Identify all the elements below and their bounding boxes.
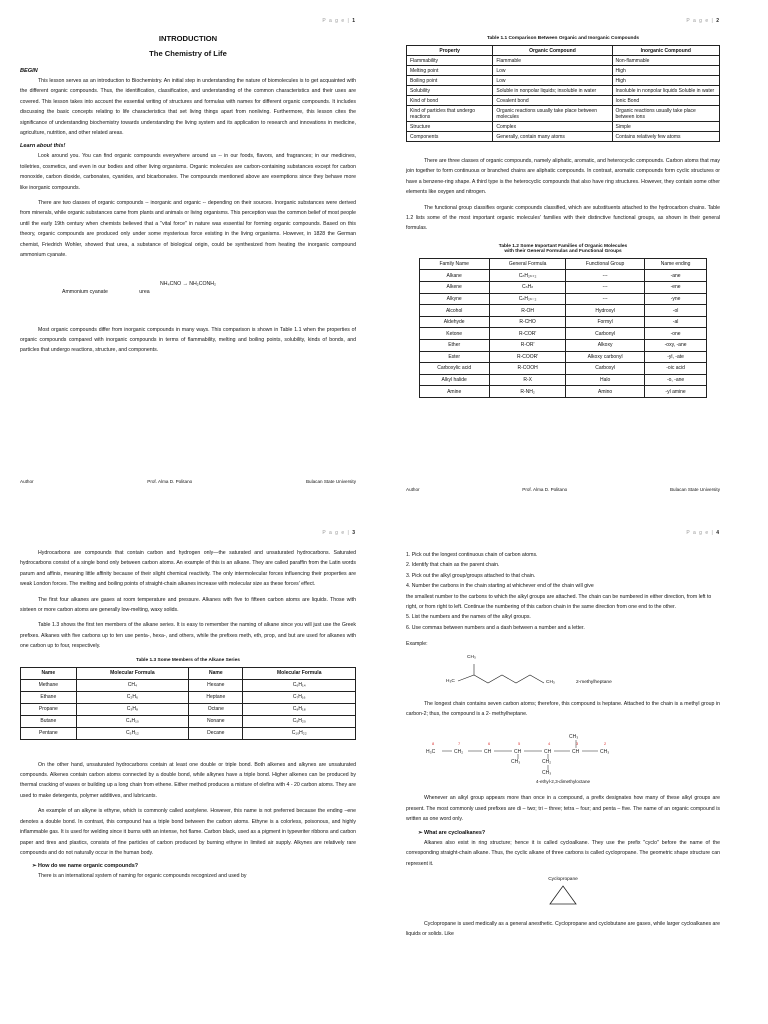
- table-cell: R-X: [489, 374, 566, 386]
- table-cell: -one: [644, 328, 707, 340]
- table-header: Property: [407, 46, 493, 56]
- table-cell: Alkyne: [419, 293, 489, 305]
- table-cell: Alcohol: [419, 305, 489, 317]
- table-row: [21, 703, 356, 715]
- table-row: [419, 386, 707, 398]
- table-cell: CH₄: [76, 679, 188, 691]
- table-cell: Flammable: [493, 56, 612, 66]
- table-cell: Ethane: [21, 691, 77, 703]
- table-cell: Amine: [419, 386, 489, 398]
- table-cell: C₁₀H₂₂: [243, 727, 356, 739]
- table-cell: Methane: [21, 679, 77, 691]
- table-cell: Alkene: [419, 282, 489, 294]
- table-row: [419, 328, 707, 340]
- table-cell: Components: [407, 132, 493, 142]
- page-1: [0, 0, 384, 512]
- table-cell: Carboxylic acid: [419, 363, 489, 375]
- table-cell: Ionic Bond: [612, 96, 720, 106]
- table-cell: Amino: [566, 386, 644, 398]
- table-cell: CₙH₂ₙ₋₂: [489, 293, 566, 305]
- table-cell: Carboxyl: [566, 363, 644, 375]
- table-header: Name ending: [644, 258, 707, 270]
- table-cell: Ether: [419, 340, 489, 352]
- table-header: Molecular Formula: [243, 667, 356, 679]
- table-cell: -ane: [644, 270, 707, 282]
- footer-name: Prof. Alma D. Politano: [147, 479, 193, 484]
- svg-text:4: 4: [548, 741, 551, 747]
- svg-text:H₃C: H₃C: [426, 749, 436, 756]
- paragraph: An example of an alkyne is ethyne, which is commonly called acetylene. However, this name is not preferred because the ending –ene denotes a double bond. In contrast, this compound has a triple bond between the carbon atoms. Ethyne is a colorless, poisonous, and highly inflammable gas. It is used for welding since it burns with an intense, hot flame. Carbon black, used as a pigment in typewriter ribbons and carbon paper and tires and plastics, consists of fine particles of carbon produced by burning ethyne in limited air supply. Alkynes are relatively rare compounds and do not naturally occur in the human body.: [20, 808, 356, 856]
- page-footer: [406, 487, 720, 492]
- table-cell: Heptane: [189, 691, 243, 703]
- table-cell: C₂H₆: [76, 691, 188, 703]
- table-cell: Alkane: [419, 270, 489, 282]
- list-item: 1. Pick out the longest continuous chain of carbon atoms.: [406, 552, 538, 558]
- table-cell: Decane: [189, 727, 243, 739]
- paragraph: On the other hand, unsaturated hydrocarbons contain at least one double or triple bond. Both alkenes and alkynes are unsaturated compounds. Alkenes contain carbon atoms connected by a double bond, while alkynes have a triple bond. Higher alkenes can be produced by thermal cracking of waxes or building up a long chain from ethene. Either method produces a mixture of olefins with 4 - 20 carbon atoms. They are used to make detergents, polymer additives, and lubricants.: [20, 761, 356, 799]
- page-number: P a g e | 4: [686, 530, 720, 536]
- table-cell: Low: [493, 66, 612, 76]
- table-cell: High: [612, 76, 720, 86]
- table-cell: C₆H₁₄: [243, 679, 356, 691]
- svg-text:3: 3: [576, 741, 579, 747]
- list-item: the smallest number to the carbons to which the alkyl groups are attached. The chain can be numbered in either direction, from left to right, or from right to left. Continue the numbering of this carbon chain in the same direction from one end to the other.: [406, 593, 712, 611]
- paragraph: The longest chain contains seven carbon atoms; therefore, this compound is heptane. Attached to the chain is a methyl group in carbon-2; thus, the compound is a 2- methylheptane.: [406, 700, 720, 718]
- paragraph: Table 1.3 shows the first ten members of the alkane series. It is easy to remember the naming of alkane since you will just use the Greek prefixes. Alkanes with five carbons up to ten use penta-, hexa-, and others, while the prefixes meth, eth, prop, and but are used for alkanes with one carbon up to four, respectively.: [20, 622, 356, 650]
- table-cell: -yne: [644, 293, 707, 305]
- paragraph: Look around you. You can find organic compounds everywhere around us -- in our foods, flavors, and fragrances; in our medicines, toiletries, cosmetics, and even in our bodies and other living organisms. Organic molecules are carbon-containing substances except for carbon monoxide, carbon dioxide, carbonates, cyanides, and bicarbonates. The compounds mentioned above are exemptions since they behave more like inorganic compounds.: [20, 153, 356, 191]
- svg-text:6: 6: [488, 741, 491, 747]
- structure-2-methylheptane: [406, 655, 720, 695]
- list-item: 2. Identify that chain as the parent chain.: [406, 562, 500, 569]
- table-cell: Simple: [612, 122, 720, 132]
- table-header: Functional Group: [566, 258, 644, 270]
- svg-text:CH: CH: [572, 749, 580, 756]
- table-row: [407, 96, 720, 106]
- table-cell: C₃H₈: [76, 703, 188, 715]
- paragraph: Alkanes also exist in ring structure; hence it is called cycloalkane. They use the prefix "cyclo" before the name of the corresponding straight-chain alkane. Thus, the cyclic alkane of three carbons is called cyclopropane. The geometric shape structure can represent it.: [406, 839, 720, 867]
- chemical-equation: NH₄CNO → NH₂CONH₂: [159, 280, 216, 287]
- table-row: [419, 293, 707, 305]
- paragraph: There is an international system of naming for organic compounds recognized and used by: [38, 873, 247, 880]
- table-header: General Formula: [489, 258, 566, 270]
- table-header: Organic Compound: [493, 46, 612, 56]
- table-cell: -oic acid: [644, 363, 707, 375]
- table-row: [21, 727, 356, 739]
- comparison-table: [406, 45, 720, 142]
- page-footer: [20, 479, 356, 484]
- question-heading: ➢ How do we name organic compounds?: [32, 863, 139, 870]
- table-cell: Insoluble in nonpolar liquids Soluble in water: [612, 86, 720, 96]
- table-cell: Non-flammable: [612, 56, 720, 66]
- table-cell: Contains relatively few atoms: [612, 132, 720, 142]
- equation-right-label: urea: [139, 288, 150, 295]
- table-cell: R-COR': [489, 328, 566, 340]
- list-item: 3. Pick out the alkyl group/groups attached to that chain.: [406, 572, 536, 579]
- table-cell: Hexane: [189, 679, 243, 691]
- table-cell: ---: [566, 293, 644, 305]
- paragraph: There are three classes of organic compounds, namely aliphatic, aromatic, and heterocyclic compounds. Carbon atoms that may join together to form continuous or branched chains are aliphatic compounds. In contrast, aromatic compounds form cyclic structures or have a benzene-ring shape. A third type is the heterocyclic compounds that also have ring structures. However, they contain some other elements like oxygen and nitrogen.: [406, 158, 720, 196]
- table-cell: Low: [493, 76, 612, 86]
- h3c-label: H₃C: [446, 678, 455, 684]
- svg-text:CH₂: CH₂: [454, 749, 464, 756]
- table-cell: Alkyl halide: [419, 374, 489, 386]
- table-cell: -oxy, -ane: [644, 340, 707, 352]
- page-subtitle: The Chemistry of Life: [149, 49, 227, 58]
- table-cell: Octane: [189, 703, 243, 715]
- table-cell: Kind of particles that undergo reactions: [407, 106, 493, 122]
- table-cell: Aldehyde: [419, 316, 489, 328]
- paragraph: There are two classes of organic compounds -- inorganic and organic -- depending on their sources. Inorganic substances were derived from minerals, while organic substances came from plants and animals or living organisms. This perception was the common belief of most people until the early 19th century when chemists believed that a "vital force" in nature was essential for forming organic compounds. Based on this theory, organic compounds are produced only under some mysterious force existing in the living organisms. However, in 1828 the German chemist, Friedrich Wohler, showed that urea, a substance of biological origin, could be synthesized from heating the inorganic compound ammonium cyanate.: [20, 200, 356, 259]
- table-cell: C₉H₂₀: [243, 715, 356, 727]
- table-cell: R-COOR': [489, 351, 566, 363]
- table-cell: R-COOH: [489, 363, 566, 375]
- page-title: INTRODUCTION: [158, 34, 218, 43]
- table-cell: ---: [566, 282, 644, 294]
- methyl-label: CH₃: [467, 654, 476, 660]
- families-table: [419, 258, 708, 398]
- table-cell: Organic reactions usually take place between ions: [612, 106, 720, 122]
- table-cell: C₈H₁₈: [243, 703, 356, 715]
- table-cell: -o, -ane: [644, 374, 707, 386]
- alkane-table: [20, 667, 356, 740]
- table-row: [419, 305, 707, 317]
- footer-author: Author: [406, 487, 420, 492]
- list-item: 6. Use commas between numbers and a dash between a number and a letter.: [406, 624, 585, 631]
- list-item: 4. Number the carbons in the chain starting at whichever end of the chain will give: [406, 583, 594, 590]
- table-cell: -ol: [644, 305, 707, 317]
- compound-name: 4-ethyl-2,3-dimethyloctane: [535, 779, 591, 785]
- example-label: Example:: [406, 641, 428, 648]
- condensed-formula: [406, 727, 706, 779]
- table-cell: Melting point: [407, 66, 493, 76]
- paragraph: Cyclopropane is used medically as a general anesthetic. Cyclopropane and cyclobutane are gases, while larger cycloalkanes are liquids or solids. Like: [406, 920, 720, 938]
- table-row: [419, 374, 707, 386]
- table-row: [407, 76, 720, 86]
- page-number: P a g e | 2: [686, 18, 720, 24]
- paragraph: Whenever an alkyl group appears more than once in a compound, a prefix designates how many of these alkyl groups are present. The most commonly used prefixes are di – two; tri – three; tetra – four; and penta – five. The name of an organic compound is written as one word only.: [406, 795, 720, 823]
- section-heading-learn: Learn about this!: [20, 143, 66, 150]
- question-heading: ➢ What are cycloalkanes?: [418, 829, 486, 836]
- table-row: [419, 363, 707, 375]
- table-cell: Organic reactions usually take place between molecules: [493, 106, 612, 122]
- svg-text:CH₃: CH₃: [542, 770, 552, 777]
- table-cell: Halo: [566, 374, 644, 386]
- table-cell: Ketone: [419, 328, 489, 340]
- svg-text:CH: CH: [514, 749, 522, 756]
- table-caption: Table 1.2 Some Important Families of Organic Molecules: [498, 243, 628, 249]
- table-row: [419, 270, 707, 282]
- table-cell: Flammability: [407, 56, 493, 66]
- svg-text:CH₃: CH₃: [569, 734, 579, 741]
- table-cell: Ester: [419, 351, 489, 363]
- section-heading-begin: BEGIN: [20, 68, 38, 74]
- svg-text:CH₃: CH₃: [600, 749, 610, 756]
- paragraph: This lesson serves as an introduction to Biochemistry. An initial step in understanding the nature of biomolecules is to get acquainted with the different organic compounds. Thus, the identification, classification, and understanding of the common characteristics and their uses are covered. This lesson takes into account the essential writing of structures and formulas with names for different organic compounds. It includes discussing the basic concepts relating to life characteristics that set living things apart from nonliving. Furthermore, this lesson cites the significance of understanding biochemistry towards understanding the living system and its application to research and innovations in medicine, agriculture, nutrition, and other related areas.: [20, 78, 356, 137]
- footer-name: Prof. Alma D. Politano: [522, 487, 568, 492]
- table-row: [21, 679, 356, 691]
- page-number: P a g e | 3: [322, 530, 356, 536]
- skeletal-formula: [436, 655, 586, 695]
- table-cell: R-OR': [489, 340, 566, 352]
- table-cell: Pentane: [21, 727, 77, 739]
- table-cell: High: [612, 66, 720, 76]
- naming-steps: [406, 550, 720, 633]
- table-header: Family Name: [419, 258, 489, 270]
- table-cell: C₇H₁₆: [243, 691, 356, 703]
- table-cell: R-CHO: [489, 316, 566, 328]
- table-cell: Solubility: [407, 86, 493, 96]
- svg-text:CH₃: CH₃: [511, 759, 521, 766]
- table-header: Molecular Formula: [76, 667, 188, 679]
- table-cell: Kind of bond: [407, 96, 493, 106]
- table-cell: Alkoxy: [566, 340, 644, 352]
- table-row: [419, 282, 707, 294]
- svg-text:7: 7: [458, 741, 461, 747]
- equation-left-label: Ammonium cyanate: [62, 288, 108, 295]
- table-cell: R-OH: [489, 305, 566, 317]
- table-cell: -yl, -ate: [644, 351, 707, 363]
- table-header: Inorganic Compound: [612, 46, 720, 56]
- table-cell: Structure: [407, 122, 493, 132]
- table-cell: -ene: [644, 282, 707, 294]
- paragraph: Most organic compounds differ from inorganic compounds in many ways. This comparison is shown in Table 1.1 when the properties of organic compounds compared with inorganic compounds in terms of flammability, melting and boiling points, solubility, kinds of bonds, and particles that undergo reactions, structure, and components.: [20, 326, 356, 354]
- page-2: [384, 0, 768, 512]
- svg-text:CH: CH: [484, 749, 492, 756]
- table-cell: ---: [566, 270, 644, 282]
- table-row: [419, 316, 707, 328]
- table-caption: Table 1.1 Comparison Between Organic and Inorganic Compounds: [486, 36, 640, 41]
- table-cell: Alkoxy carbonyl: [566, 351, 644, 363]
- table-row: [21, 691, 356, 703]
- table-row: [419, 351, 707, 363]
- table-cell: CₙH₂ₙ₊₂: [489, 270, 566, 282]
- table-cell: Soluble in nonpolar liquids; insoluble in water: [493, 86, 612, 96]
- footer-author: Author: [20, 479, 34, 484]
- svg-text:8: 8: [432, 741, 435, 747]
- table-cell: Covalent bond: [493, 96, 612, 106]
- footer-university: Bulacan State University: [305, 479, 356, 484]
- table-cell: Carbonyl: [566, 328, 644, 340]
- table-row: [407, 106, 720, 122]
- svg-text:2: 2: [604, 741, 607, 747]
- table-row: [407, 86, 720, 96]
- list-item: 5. List the numbers and the names of the alkyl groups.: [406, 614, 531, 621]
- paragraph: The functional group classifies organic compounds classified, which are substituents attached to the hydrocarbon chains. Table 1.2 lists some of the most important organic molecules' families with their distinctive functional groups, as shown in their general formulas.: [406, 204, 720, 232]
- table-cell: Boiling point: [407, 76, 493, 86]
- compound-name: 2-methylheptane: [576, 679, 612, 685]
- table-row: [21, 715, 356, 727]
- svg-text:CH₂: CH₂: [542, 759, 552, 766]
- table-row: [407, 56, 720, 66]
- table-header: Name: [21, 667, 77, 679]
- table-cell: -yl amine: [644, 386, 707, 398]
- table-row: [419, 340, 707, 352]
- table-row: [407, 132, 720, 142]
- table-caption: Table 1.3 Some Members of the Alkane Series: [136, 657, 240, 663]
- structure-4-ethyl-2,3-dimethyloctane: [406, 727, 720, 787]
- table-cell: Formyl: [566, 316, 644, 328]
- table-row: [407, 66, 720, 76]
- table-cell: Hydroxyl: [566, 305, 644, 317]
- cyclopropane-label: Cyclopropane: [548, 876, 578, 882]
- table-row: [407, 122, 720, 132]
- table-cell: Propane: [21, 703, 77, 715]
- cyclopropane-structure: [406, 884, 720, 911]
- table-caption: with their General Formulas and Functional Groups: [504, 248, 622, 254]
- table-header: Name: [189, 667, 243, 679]
- table-cell: Generally, contain many atoms: [493, 132, 612, 142]
- page-3: [0, 512, 384, 1024]
- paragraph: Hydrocarbons are compounds that contain carbon and hydrogen only—the saturated and unsaturated hydrocarbons. Saturated hydrocarbons consist of a single bond only between carbon atoms. An example of this is an alkane. They are called paraffin from the Latin words parum and affinis, meaning little affinity because of their slight chemical reactivity. The only intermolecular forces influencing their properties are weak London forces. The melting and boiling points of straight-chain alkanes increase with molecular size as these forces' effect.: [20, 550, 356, 588]
- svg-text:CH: CH: [544, 749, 552, 756]
- table-cell: Nonane: [189, 715, 243, 727]
- table-cell: CₙHₙ: [489, 282, 566, 294]
- ch3-label: CH₃: [546, 679, 555, 685]
- paragraph: The first four alkanes are gases at room temperature and pressure. Alkanes with five to fifteen carbon atoms are liquids. Those with sixteen or more carbon atoms are generally low-melting, waxy solids.: [20, 596, 356, 614]
- footer-university: Bulacan State University: [669, 487, 720, 492]
- table-cell: -al: [644, 316, 707, 328]
- equation-labels: [20, 289, 356, 295]
- page-number: P a g e | 1: [322, 18, 356, 24]
- table-cell: Butane: [21, 715, 77, 727]
- table-cell: C₄H₁₀: [76, 715, 188, 727]
- page-4: [384, 512, 768, 1024]
- table-cell: R-NH₂: [489, 386, 566, 398]
- table-cell: Complex: [493, 122, 612, 132]
- table-cell: C₅H₁₂: [76, 727, 188, 739]
- svg-text:5: 5: [518, 741, 521, 747]
- triangle-shape: [548, 884, 578, 906]
